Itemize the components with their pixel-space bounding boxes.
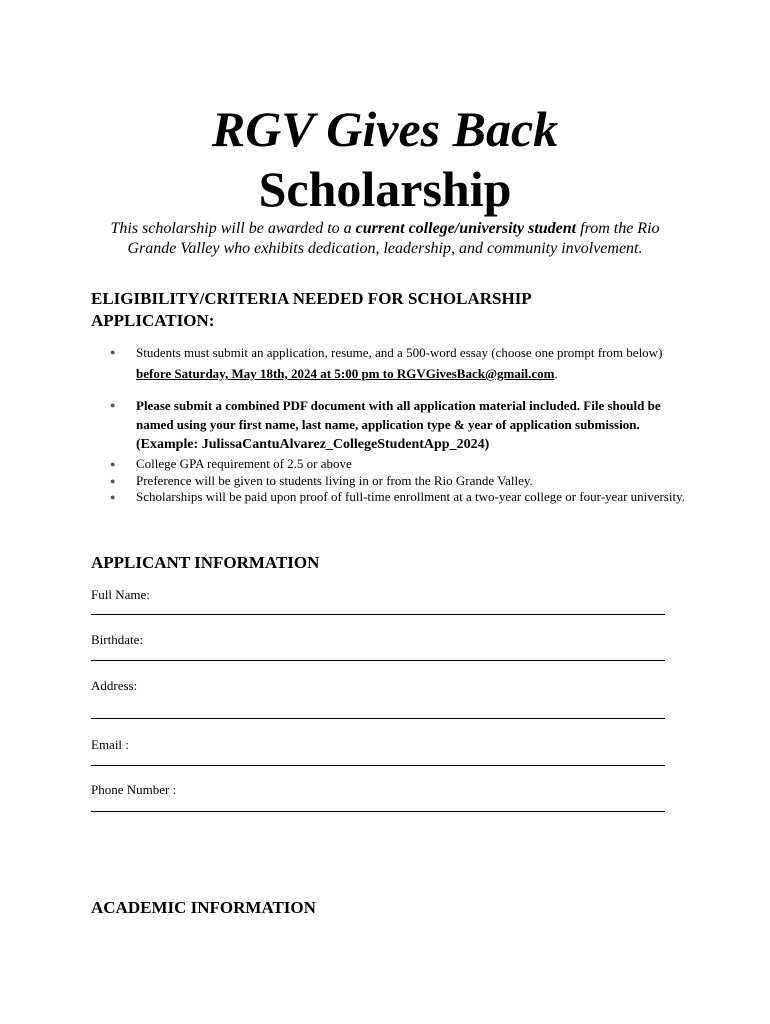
description-pre: This scholarship will be awarded to a: [110, 220, 356, 237]
eligibility-item-submission: [110, 342, 690, 384]
eligibility-list: [110, 342, 690, 506]
bullet1-text: Students must submit an application, resume, and a 500-word essay (choose one prompt from below): [136, 345, 663, 360]
deadline-text: before Saturday, May 18th, 2024 at 5:00 pm to RGVGivesBack@gmail.com: [136, 366, 555, 381]
title-line-1: RGV Gives Back: [211, 101, 559, 157]
full-name-line[interactable]: [91, 614, 665, 615]
title-line-2: Scholarship: [258, 161, 512, 217]
eligibility-item-gpa: ● College GPA requirement of 2.5 or above: [110, 456, 690, 473]
eligibility-heading-line-1: ELIGIBILITY/CRITERIA NEEDED FOR SCHOLARSHIP: [91, 289, 532, 308]
address-line[interactable]: [91, 718, 665, 719]
birthdate-line[interactable]: [91, 660, 665, 661]
academic-heading: ACADEMIC INFORMATION: [91, 898, 316, 917]
eligibility-item-enrollment: ● Scholarships will be paid upon proof of full-time enrollment at a two-year college or four-year university.: [110, 489, 690, 506]
scholarship-description: [95, 219, 675, 259]
email-line[interactable]: [91, 765, 665, 766]
phone-line[interactable]: [91, 811, 665, 812]
applicant-heading: APPLICANT INFORMATION: [91, 553, 320, 572]
phone-label: Phone Number :: [91, 782, 177, 797]
full-name-label: Full Name:: [91, 587, 150, 602]
eligibility-heading: [91, 288, 532, 332]
email-label: Email :: [91, 737, 129, 752]
birthdate-label: Birthdate:: [91, 632, 143, 647]
description-bold: current college/university student: [355, 220, 577, 237]
eligibility-item-preference: ● Preference will be given to students living in or from the Rio Grande Valley.: [110, 473, 690, 490]
eligibility-item-pdf: [110, 396, 690, 454]
description-post: from the Rio Grande Valley who exhibits dedication, leadership, and community involvement.: [127, 220, 660, 257]
bullet1-end: .: [554, 366, 558, 381]
eligibility-heading-line-2: APPLICATION:: [91, 311, 215, 330]
bullet2-text: Please submit a combined PDF document with all application material included. File should be named using your first name, last name, application type & year of application submission.: [136, 398, 661, 432]
address-label: Address:: [91, 678, 138, 693]
bullet2-example: (Example: JulissaCantuAlvarez_CollegeStudentApp_2024): [136, 437, 490, 452]
